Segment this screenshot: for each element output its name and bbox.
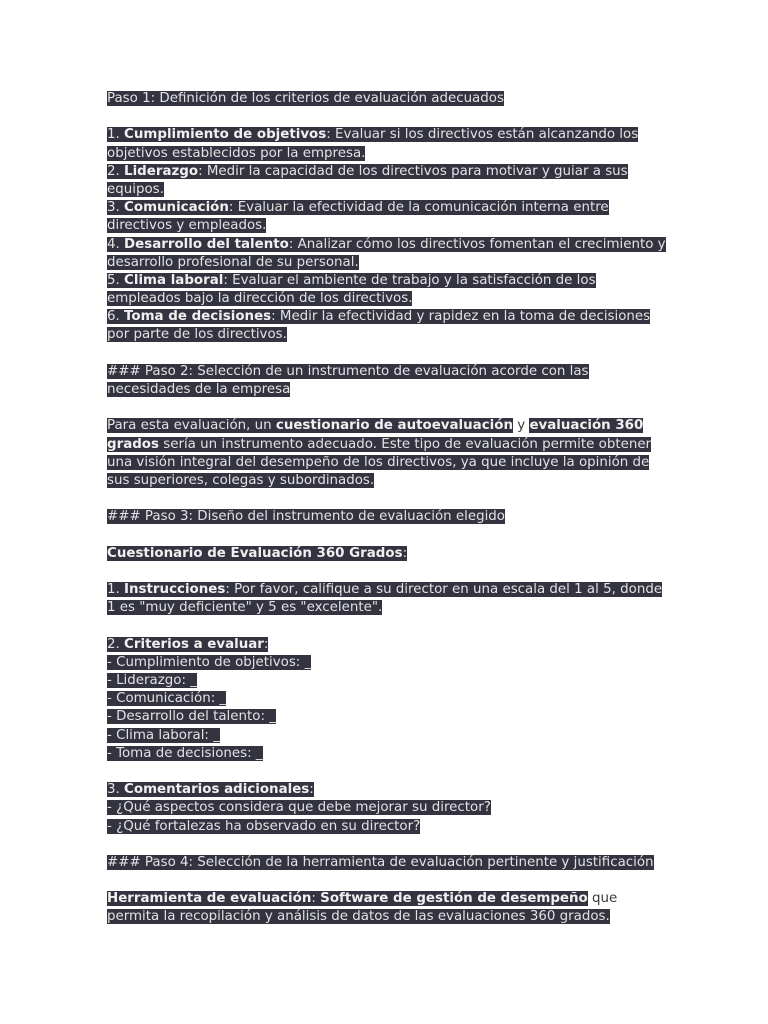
- paso2-paragraph-line: una visión integral del desempeño de los directivos, ya que incluye la opinión de: [107, 454, 650, 470]
- list-item-cont: equipos.: [107, 181, 164, 197]
- list-item-cont: objetivos establecidos por la empresa.: [107, 145, 366, 161]
- criterios-list: [107, 654, 667, 763]
- paso1-title-line: [107, 90, 667, 108]
- herramienta-line: Herramienta de evaluación: Software de gestión de desempeño que: [107, 891, 618, 907]
- list-item: - Comunicación: _: [107, 691, 227, 707]
- list-item-cont: por parte de los directivos.: [107, 327, 287, 343]
- instrucciones-line-2: 1 es "muy deficiente" y 5 es "excelente".: [107, 600, 383, 616]
- list-item: 1. Cumplimiento de objetivos: Evaluar si los directivos están alcanzando los: [107, 127, 639, 143]
- list-item: - Clima laboral: _: [107, 727, 220, 743]
- instrucciones-line: 1. Instrucciones: Por favor, califique a su director en una escala del 1 al 5, donde: [107, 582, 663, 598]
- cuestionario-title: Cuestionario de Evaluación 360 Grados: [107, 545, 403, 561]
- list-item: - Desarrollo del talento: _: [107, 709, 276, 725]
- list-item-cont: desarrollo profesional de su personal.: [107, 254, 359, 270]
- paso4-title: ### Paso 4: Selección de la herramienta de evaluación pertinente y justificación: [107, 854, 654, 870]
- list-item-cont: directivos y empleados.: [107, 218, 267, 234]
- paso1-title: Paso 1: Definición de los criterios de evaluación adecuados: [107, 91, 504, 106]
- paso3-title-line: [107, 508, 667, 526]
- list-item: - Liderazgo: _: [107, 673, 197, 688]
- criterios-heading: 2. Criterios a evaluar:: [107, 636, 269, 652]
- cuestionario-title-line: Cuestionario de Evaluación 360 Grados:: [107, 545, 408, 561]
- paso2-title-line: [107, 363, 667, 381]
- list-item: 5. Clima laboral: Evaluar el ambiente de trabajo y la satisfacción de los: [107, 272, 596, 288]
- list-item: 2. Liderazgo: Medir la capacidad de los directivos para motivar y guiar a sus: [107, 163, 628, 179]
- paso2-title: ### Paso 2: Selección de un instrumento de evaluación acorde con las: [107, 363, 589, 379]
- preguntas-list: [107, 799, 667, 835]
- list-item: 6. Toma de decisiones: Medir la efectividad y rapidez en la toma de decisiones: [107, 309, 651, 325]
- list-item: 4. Desarrollo del talento: Analizar cómo los directivos fomentan el crecimiento y: [107, 236, 666, 252]
- list-item: - Toma de decisiones: _: [107, 745, 263, 761]
- list-item: - ¿Qué fortalezas ha observado en su director?: [107, 818, 421, 834]
- paso4-title-line: [107, 854, 667, 872]
- paso1-list: [107, 126, 667, 344]
- comentarios-heading: 3. Comentarios adicionales:: [107, 782, 314, 798]
- document-body: [107, 90, 667, 927]
- list-item-cont: empleados bajo la dirección de los directivos.: [107, 291, 413, 307]
- paso3-title: ### Paso 3: Diseño del instrumento de evaluación elegido: [107, 509, 506, 525]
- paso2-paragraph-line: sus superiores, colegas y subordinados.: [107, 472, 375, 488]
- list-item: 3. Comunicación: Evaluar la efectividad de la comunicación interna entre: [107, 200, 609, 216]
- paso2-title-line-2: necesidades de la empresa: [107, 382, 291, 397]
- list-item: - Cumplimiento de objetivos: _: [107, 654, 312, 670]
- paso2-paragraph-line: Para esta evaluación, un cuestionario de autoevaluación y evaluación 360: [107, 418, 644, 434]
- herramienta-line-2: permita la recopilación y análisis de datos de las evaluaciones 360 grados.: [107, 909, 610, 925]
- list-item: - ¿Qué aspectos considera que debe mejorar su director?: [107, 800, 491, 816]
- paso2-paragraph-line: grados sería un instrumento adecuado. Este tipo de evaluación permite obtener: [107, 436, 652, 452]
